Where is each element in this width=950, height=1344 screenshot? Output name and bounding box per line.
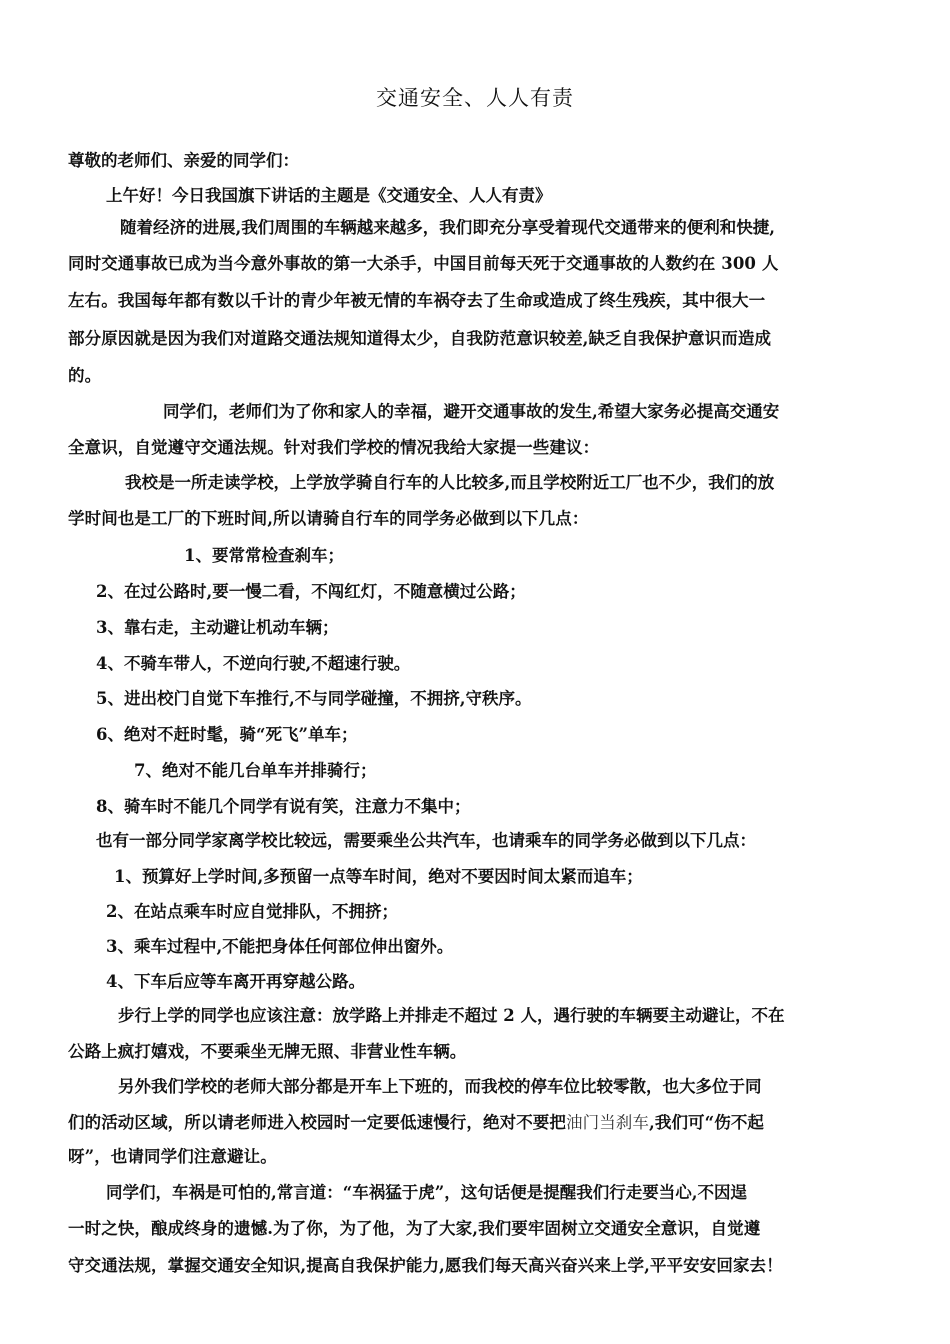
greeting: 上午好！今日我国旗下讲话的主题是《交通安全、人人有责》: [106, 186, 552, 205]
bike-rule: 3、靠右走，主动避让机动车辆；: [96, 618, 339, 637]
para1-line: 随着经济的进展,我们周围的车辆越来越多，我们即充分享受着现代交通带来的便利和快捷,: [120, 218, 775, 237]
salutation: 尊敬的老师们、亲爱的同学们：: [68, 151, 299, 170]
para3-line: 学时间也是工厂的下班时间,所以请骑自行车的同学务必做到以下几点：: [68, 509, 589, 528]
teacher-line: [68, 1109, 764, 1133]
para1-line: 部分原因就是因为我们对道路交通法规知道得太少，自我防范意识较差,缺乏自我保护意识而造成: [68, 329, 772, 348]
bus-rule: 2、在站点乘车时应自觉排队，不拥挤；: [106, 902, 398, 921]
teacher-line: 呀”，也请同学们注意避让。: [68, 1147, 277, 1166]
bike-rule: 8、骑车时不能几个同学有说有笑，注意力不集中；: [96, 797, 471, 816]
highlight-phrase: 油门当刹车: [566, 1113, 649, 1132]
bike-rule: 1、要常常检查刹车；: [184, 546, 344, 565]
walk-line: 步行上学的同学也应该注意：放学路上并排走不超过 2 人，遇行驶的车辆要主动避让，不在: [118, 1006, 785, 1025]
bus-rule: 4、下车后应等车离开再穿越公路。: [106, 972, 365, 991]
teacher-line: 另外我们学校的老师大部分都是开车上下班的，而我校的停车位比较零散，也大多位于同: [118, 1077, 762, 1096]
bike-rule: 2、在过公路时,要一慢二看，不闯红灯，不随意横过公路；: [96, 582, 526, 601]
bus-rule: 3、乘车过程中,不能把身体任何部位伸出窗外。: [106, 937, 454, 956]
closing-line: 守交通法规，掌握交通安全知识,提高自我保护能力,愿我们每天高兴奋兴来上学,平平安安回家去！: [68, 1256, 783, 1275]
bike-rule: 6、绝对不赶时髦，骑“死飞”单车；: [96, 725, 358, 744]
bike-rule: 5、进出校门自觉下车推行,不与同学碰撞，不拥挤,守秩序。: [96, 689, 532, 708]
closing-line: 同学们，车祸是可怕的,常言道：“车祸猛于虎”，这句话便是提醒我们行走要当心,不因逞: [106, 1183, 747, 1202]
para3-line: 我校是一所走读学校，上学放学骑自行车的人比较多,而且学校附近工厂也不少，我们的放: [125, 473, 775, 492]
walk-line: 公路上疯打嬉戏，不要乘坐无牌无照、非营业性车辆。: [68, 1042, 467, 1061]
para2-line: 同学们，老师们为了你和家人的幸福，避开交通事故的发生,希望大家务必提高交通安: [163, 402, 780, 421]
para1-line: 左右。我国每年都有数以千计的青少年被无情的车祸夺去了生命或造成了终生残疾，其中很大一: [68, 291, 766, 310]
bus-intro: 也有一部分同学家离学校比较远，需要乘坐公共汽车，也请乘车的同学务必做到以下几点：: [96, 831, 756, 850]
page-title: 交通安全、人人有责: [376, 86, 574, 110]
bike-rule: 4、不骑车带人，不逆向行驶,不超速行驶。: [96, 654, 411, 673]
para2-line: 全意识，自觉遵守交通法规。针对我们学校的情况我给大家提一些建议：: [68, 438, 600, 457]
closing-line: 一时之快，酿成终身的遗憾.为了你，为了他，为了大家,我们要牢固树立交通安全意识，自觉遵: [68, 1219, 761, 1238]
teacher-text: 们的活动区域，所以请老师进入校园时一定要低速慢行，绝对不要把: [68, 1113, 566, 1132]
teacher-text: ,我们可“伤不起: [649, 1113, 765, 1132]
para1-line: 同时交通事故已成为当今意外事故的第一大杀手，中国目前每天死于交通事故的人数约在 300 人: [68, 254, 779, 273]
bus-rule: 1、预算好上学时间,多预留一点等车时间，绝对不要因时间太紧而追车；: [114, 867, 643, 886]
para1-line: 的。: [68, 366, 102, 385]
bike-rule: 7、绝对不能几台单车并排骑行；: [134, 761, 377, 780]
